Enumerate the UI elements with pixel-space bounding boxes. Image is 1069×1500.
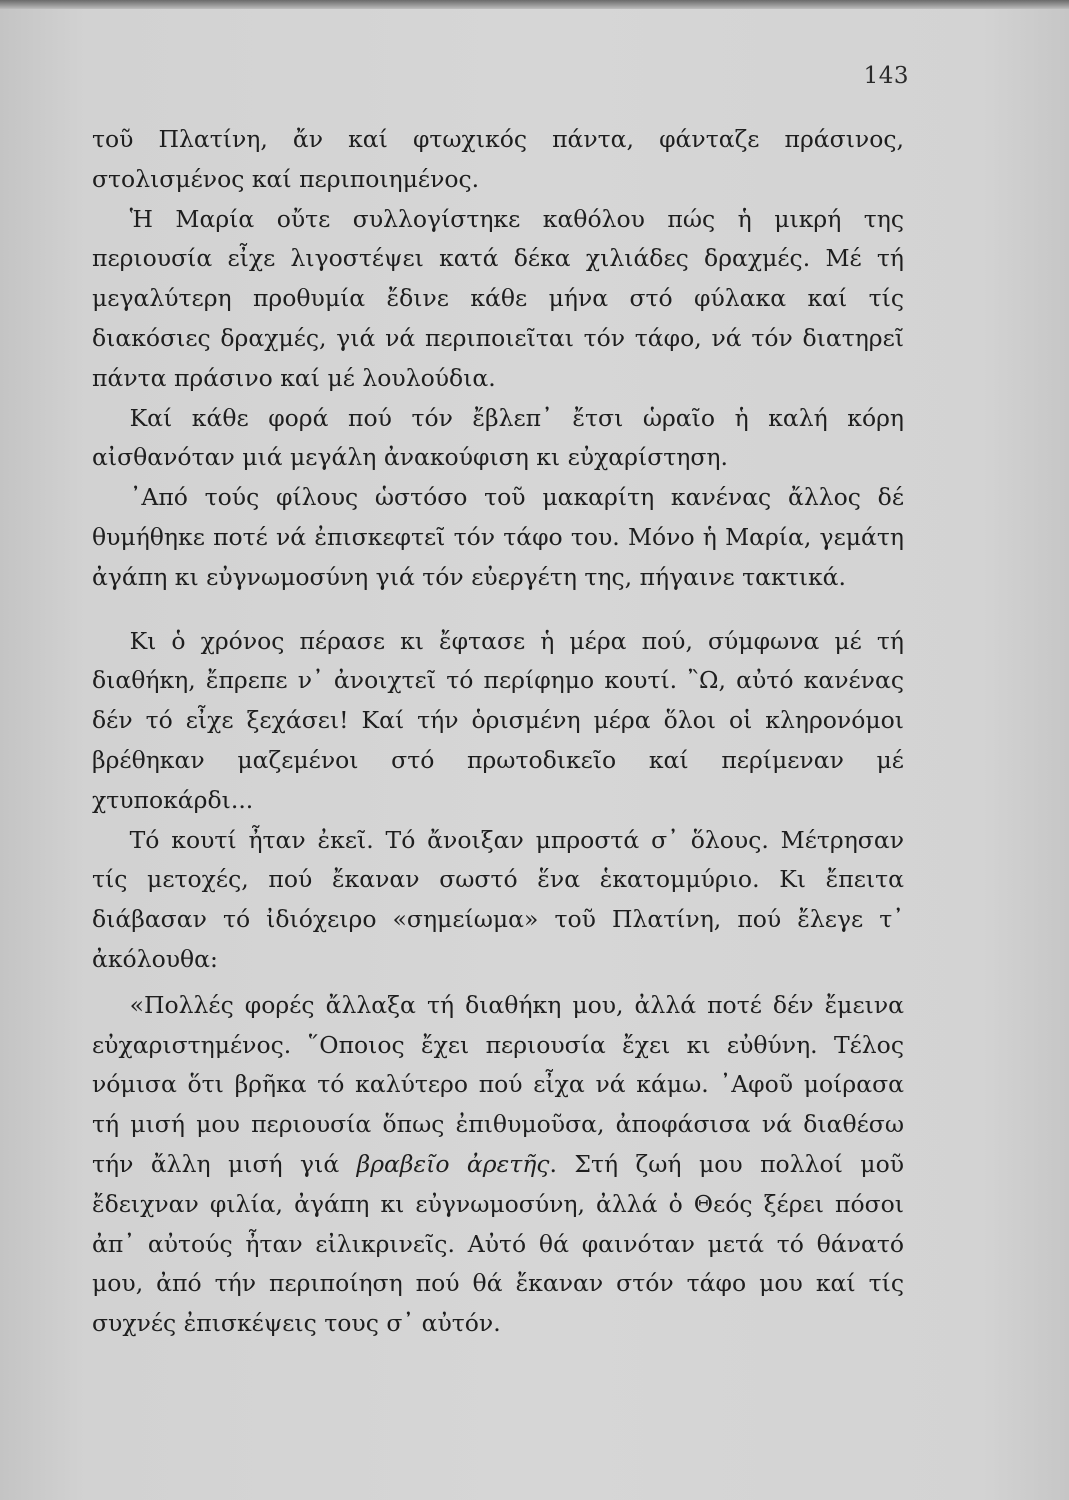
paragraph-5 (92, 622, 904, 821)
page-number: 143 (863, 63, 909, 89)
paragraph-2 (92, 200, 904, 399)
paragraph-6 (92, 821, 904, 980)
italic-phrase: βραβεῖο ἀρετῆς (356, 1149, 550, 1178)
paragraph-text: Κι ὁ χρόνος πέρασε κι ἔφτασε ἡ μέρα πού, σύμφωνα μέ τή διαθήκη, ἔπρεπε ν᾿ ἀνοιχτεῖ τό περίφημο κουτί. ῍Ω, αὐτό κανένας δέν τό εἶχε ξεχάσει! Καί τήν ὁρισμένη μέρα ὅλοι οἱ κληρονόμοι βρέθηκαν μαζεμένοι στό πρωτοδικεῖο καί περίμεναν μέ χτυποκάρδι... (92, 626, 904, 814)
paragraph-text: Τό κουτί ἦταν ἐκεῖ. Τό ἄνοιξαν μπροστά σ᾿ ὅλους. Μέτρησαν τίς μετοχές, πού ἔκαναν σωστό ἕνα ἑκατομμύριο. Κι ἔπειτα διάβασαν τό ἰδιόχειρο «σημείωμα» τοῦ Πλατίνη, πού ἔλεγε τ᾿ ἀκόλουθα: (92, 825, 904, 973)
paragraph-7-quote (92, 986, 904, 1344)
paragraph-text: τοῦ Πλατίνη, ἄν καί φτωχικός πάντα, φάνταζε πράσινος, στολισμένος καί περιποιημένος. (92, 125, 904, 193)
paragraph-text: Ἡ Μαρία οὔτε συλλογίστηκε καθόλου πώς ἡ μικρή της περιουσία εἶχε λιγοστέψει κατά δέκα χιλιάδες δραχμές. Μέ τή μεγαλύτερη προθυμία ἔδινε κάθε μήνα στό φύλακα καί τίς διακόσιες δραχμές, γιά νά περιποιεῖται τόν τάφο, νά τόν διατηρεῖ πάντα πράσινο καί μέ λουλούδια. (92, 204, 904, 392)
paragraph-text: «Πολλές φορές ἄλλαξα τή διαθήκη μου, ἀλλά ποτέ δέν ἔμεινα εὐχαριστημένος. ῞Οποιος ἔχει περιουσία ἔχει κι εὐθύνη. Τέλος νόμισα ὅτι βρῆκα τό καλύτερο πού εἶχα νά κάμω. ᾿Αφοῦ μοίρασα τή μισή μου περιουσία ὅπως ἐπιθυμοῦσα, ἀποφάσισα νά διαθέσω τήν ἄλλη μισή γιά (92, 990, 904, 1178)
paragraph-text: Καί κάθε φορά πού τόν ἔβλεπ᾿ ἔτσι ὡραῖο ἡ καλή κόρη αἰσθανόταν μιά μεγάλη ἀνακούφιση κι εὐχαρίστηση. (92, 403, 904, 472)
paragraph-text: . Στή ζωή μου πολλοί μοῦ ἔδειχναν φιλία, ἀγάπη κι εὐγνωμοσύνη, ἀλλά ὁ Θεός ξέρει πόσοι ἀπ᾿ αὐτούς ἦταν εἰλικρινεῖς. Αὐτό θά φαινόταν μετά τό θάνατό μου, ἀπό τήν περιποίηση πού θά ἔκαναν στόν τάφο μου καί τίς συχνές ἐπισκέψεις τους σ᾿ αὐτόν. (92, 1149, 905, 1338)
paragraph-3 (92, 399, 904, 479)
page-top-edge (0, 0, 1069, 9)
body-text (92, 120, 904, 1344)
paragraph-text: ᾿Από τούς φίλους ὡστόσο τοῦ μακαρίτη κανένας ἄλλος δέ θυμήθηκε ποτέ νά ἐπισκεφτεῖ τόν τάφο του. Μόνο ἡ Μαρία, γεμάτη ἀγάπη κι εὐγνωμοσύνη γιά τόν εὐεργέτη της, πήγαινε τακτικά. (92, 483, 904, 591)
paragraph-1 (92, 120, 904, 200)
paragraph-4 (92, 478, 904, 597)
